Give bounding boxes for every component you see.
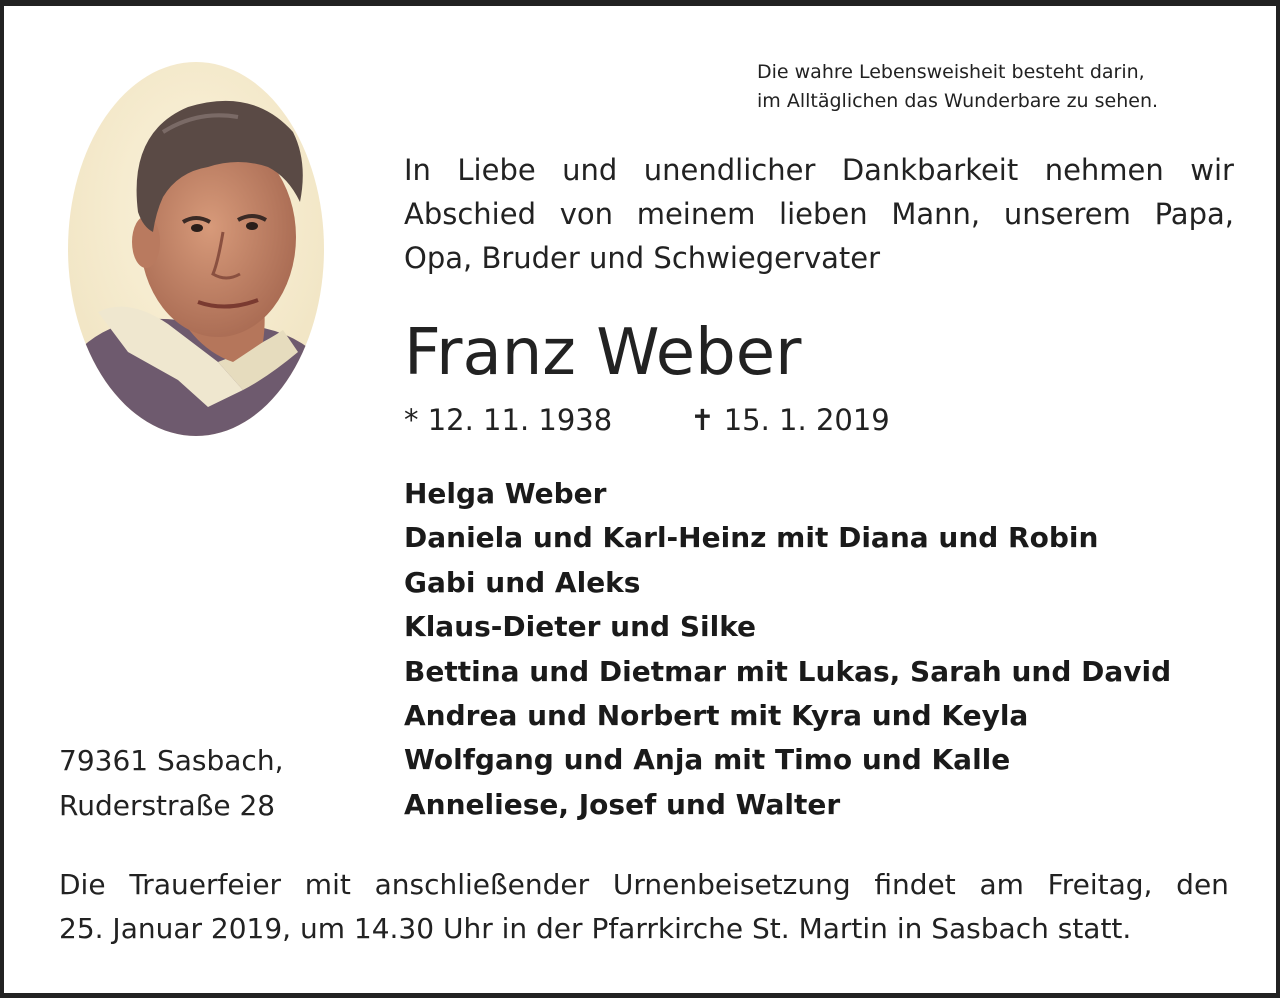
intro-word: unserem	[1003, 197, 1131, 231]
ceremony-word: findet	[874, 868, 956, 901]
ceremony-notice	[59, 863, 1229, 951]
address	[59, 738, 283, 828]
intro-word: Abschied	[404, 197, 536, 231]
intro-line-3: Opa, Bruder und Schwiegervater	[404, 241, 881, 275]
ceremony-word: Trauerfeier	[129, 868, 282, 901]
quote-line-2: im Alltäglichen das Wunderbare zu sehen.	[757, 90, 1159, 112]
intro-word: unendlicher	[643, 153, 816, 187]
intro-word: und	[562, 153, 618, 187]
ceremony-word: mit	[304, 868, 351, 901]
intro-line-2	[404, 192, 1234, 236]
intro-text	[404, 148, 1234, 280]
ceremony-word: Urnenbeisetzung	[612, 868, 851, 901]
intro-word: von	[559, 197, 613, 231]
intro-word: lieben	[779, 197, 868, 231]
death-date: ✝ 15. 1. 2019	[690, 403, 890, 437]
intro-word: nehmen	[1044, 153, 1164, 187]
ceremony-line-1	[59, 863, 1229, 907]
family-member: Helga Weber	[404, 477, 607, 510]
intro-word: Papa,	[1154, 197, 1234, 231]
address-line-2: Ruderstraße 28	[59, 789, 276, 822]
family-member: Wolfgang und Anja mit Timo und Kalle	[404, 743, 1011, 777]
birth-date: * 12. 11. 1938	[404, 403, 613, 437]
family-member: Anneliese, Josef und Walter	[404, 787, 841, 821]
deceased-name: Franz Weber	[404, 316, 802, 390]
intro-word: wir	[1190, 153, 1234, 187]
intro-word: Mann,	[891, 197, 981, 231]
quote	[757, 58, 1237, 116]
ceremony-word: Die	[59, 868, 106, 901]
address-line-1: 79361 Sasbach,	[59, 744, 284, 777]
ceremony-line-2: 25. Januar 2019, um 14.30 Uhr in der Pfarrkirche St. Martin in Sasbach statt.	[59, 912, 1132, 945]
portrait-photo	[68, 62, 324, 436]
life-dates	[404, 398, 890, 442]
family-list	[404, 472, 1171, 827]
intro-word: Liebe	[457, 153, 536, 187]
family-member: Klaus-Dieter und Silke	[404, 610, 757, 644]
family-member: Bettina und Dietmar mit Lukas, Sarah und David	[404, 654, 1172, 688]
ceremony-word: Freitag,	[1047, 868, 1153, 901]
ceremony-word: am	[979, 868, 1024, 901]
family-member: Gabi und Aleks	[404, 565, 641, 599]
intro-word: meinem	[636, 197, 756, 231]
intro-word: Dankbarkeit	[841, 153, 1019, 187]
family-member: Andrea und Norbert mit Kyra und Keyla	[404, 699, 1029, 733]
ceremony-word: anschließender	[374, 868, 590, 901]
family-member: Daniela und Karl-Heinz mit Diana und Robin	[404, 521, 1099, 555]
intro-line-1	[404, 148, 1234, 192]
ceremony-word: den	[1176, 868, 1229, 901]
portrait-image	[68, 62, 324, 436]
quote-line-1: Die wahre Lebensweisheit besteht darin,	[757, 61, 1145, 83]
intro-word: In	[404, 153, 431, 187]
